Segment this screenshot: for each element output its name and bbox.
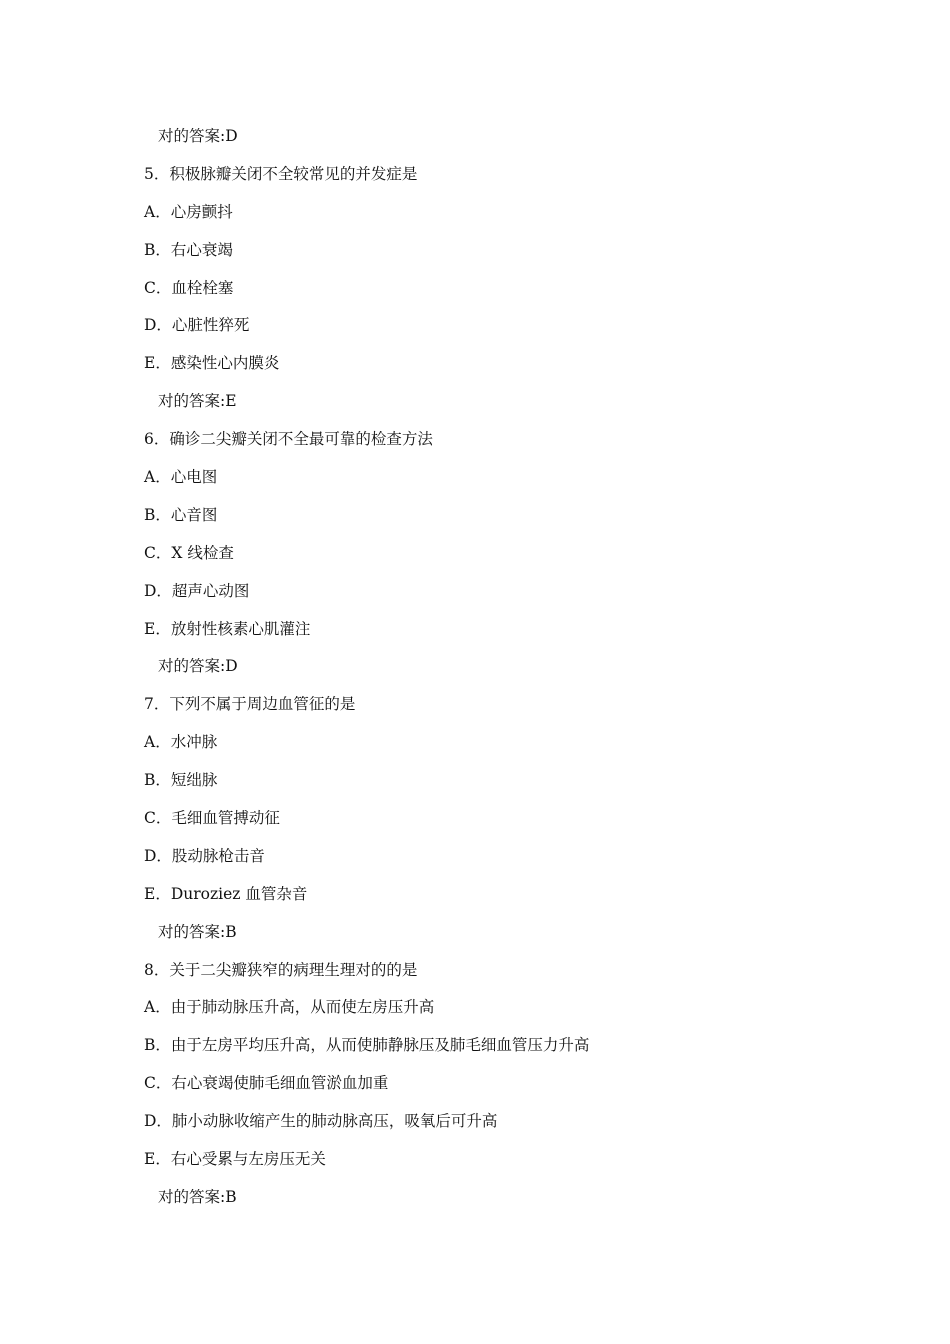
answer-line: 对的答案:D [158,127,238,145]
option-5-c: C．血栓栓塞 [144,278,234,297]
option-8-c: C．右心衰竭使肺毛细血管淤血加重 [144,1074,389,1093]
option-5-e: E．感染性心内膜炎 [144,354,280,373]
option-6-c: C．X 线检查 [144,543,234,562]
answer-7: 对的答案:B [158,922,237,941]
option-5-b: B．右心衰竭 [144,240,233,259]
question-5: 5．积极脉瓣关闭不全较常见的并发症是 [144,164,418,183]
option-6-a: A．心电图 [144,468,218,487]
option-5-d: D．心脏性猝死 [144,316,250,335]
option-6-e: E．放射性核素心肌灌注 [144,619,311,638]
option-7-a: A．水冲脉 [144,733,218,752]
option-7-e: E．Duroziez 血管杂音 [144,884,308,903]
option-8-a: A．由于肺动脉压升高，从而使左房压升高 [144,998,435,1017]
question-8: 8．关于二尖瓣狭窄的病理生理对的的是 [144,960,418,979]
option-6-d: D．超声心动图 [144,581,250,600]
option-6-b: B．心音图 [144,505,218,524]
question-6: 6．确诊二尖瓣关闭不全最可靠的检查方法 [144,430,433,449]
option-8-e: E．右心受累与左房压无关 [144,1150,326,1169]
answer-6: 对的答案:D [158,657,238,676]
option-8-d: D．肺小动脉收缩产生的肺动脉高压，吸氧后可升高 [144,1112,498,1131]
option-7-b: B．短绌脉 [144,771,218,790]
question-list [144,123,844,1222]
option-7-d: D．股动脉枪击音 [144,846,265,865]
option-5-a: A．心房颤抖 [144,202,233,221]
answer-5: 对的答案:E [158,392,237,411]
question-7: 7．下列不属于周边血管征的是 [144,695,356,714]
option-8-b: B．由于左房平均压升高，从而使肺静脉压及肺毛细血管压力升高 [144,1036,590,1055]
option-7-c: C．毛细血管搏动征 [144,809,280,828]
answer-8: 对的答案:B [158,1187,237,1206]
